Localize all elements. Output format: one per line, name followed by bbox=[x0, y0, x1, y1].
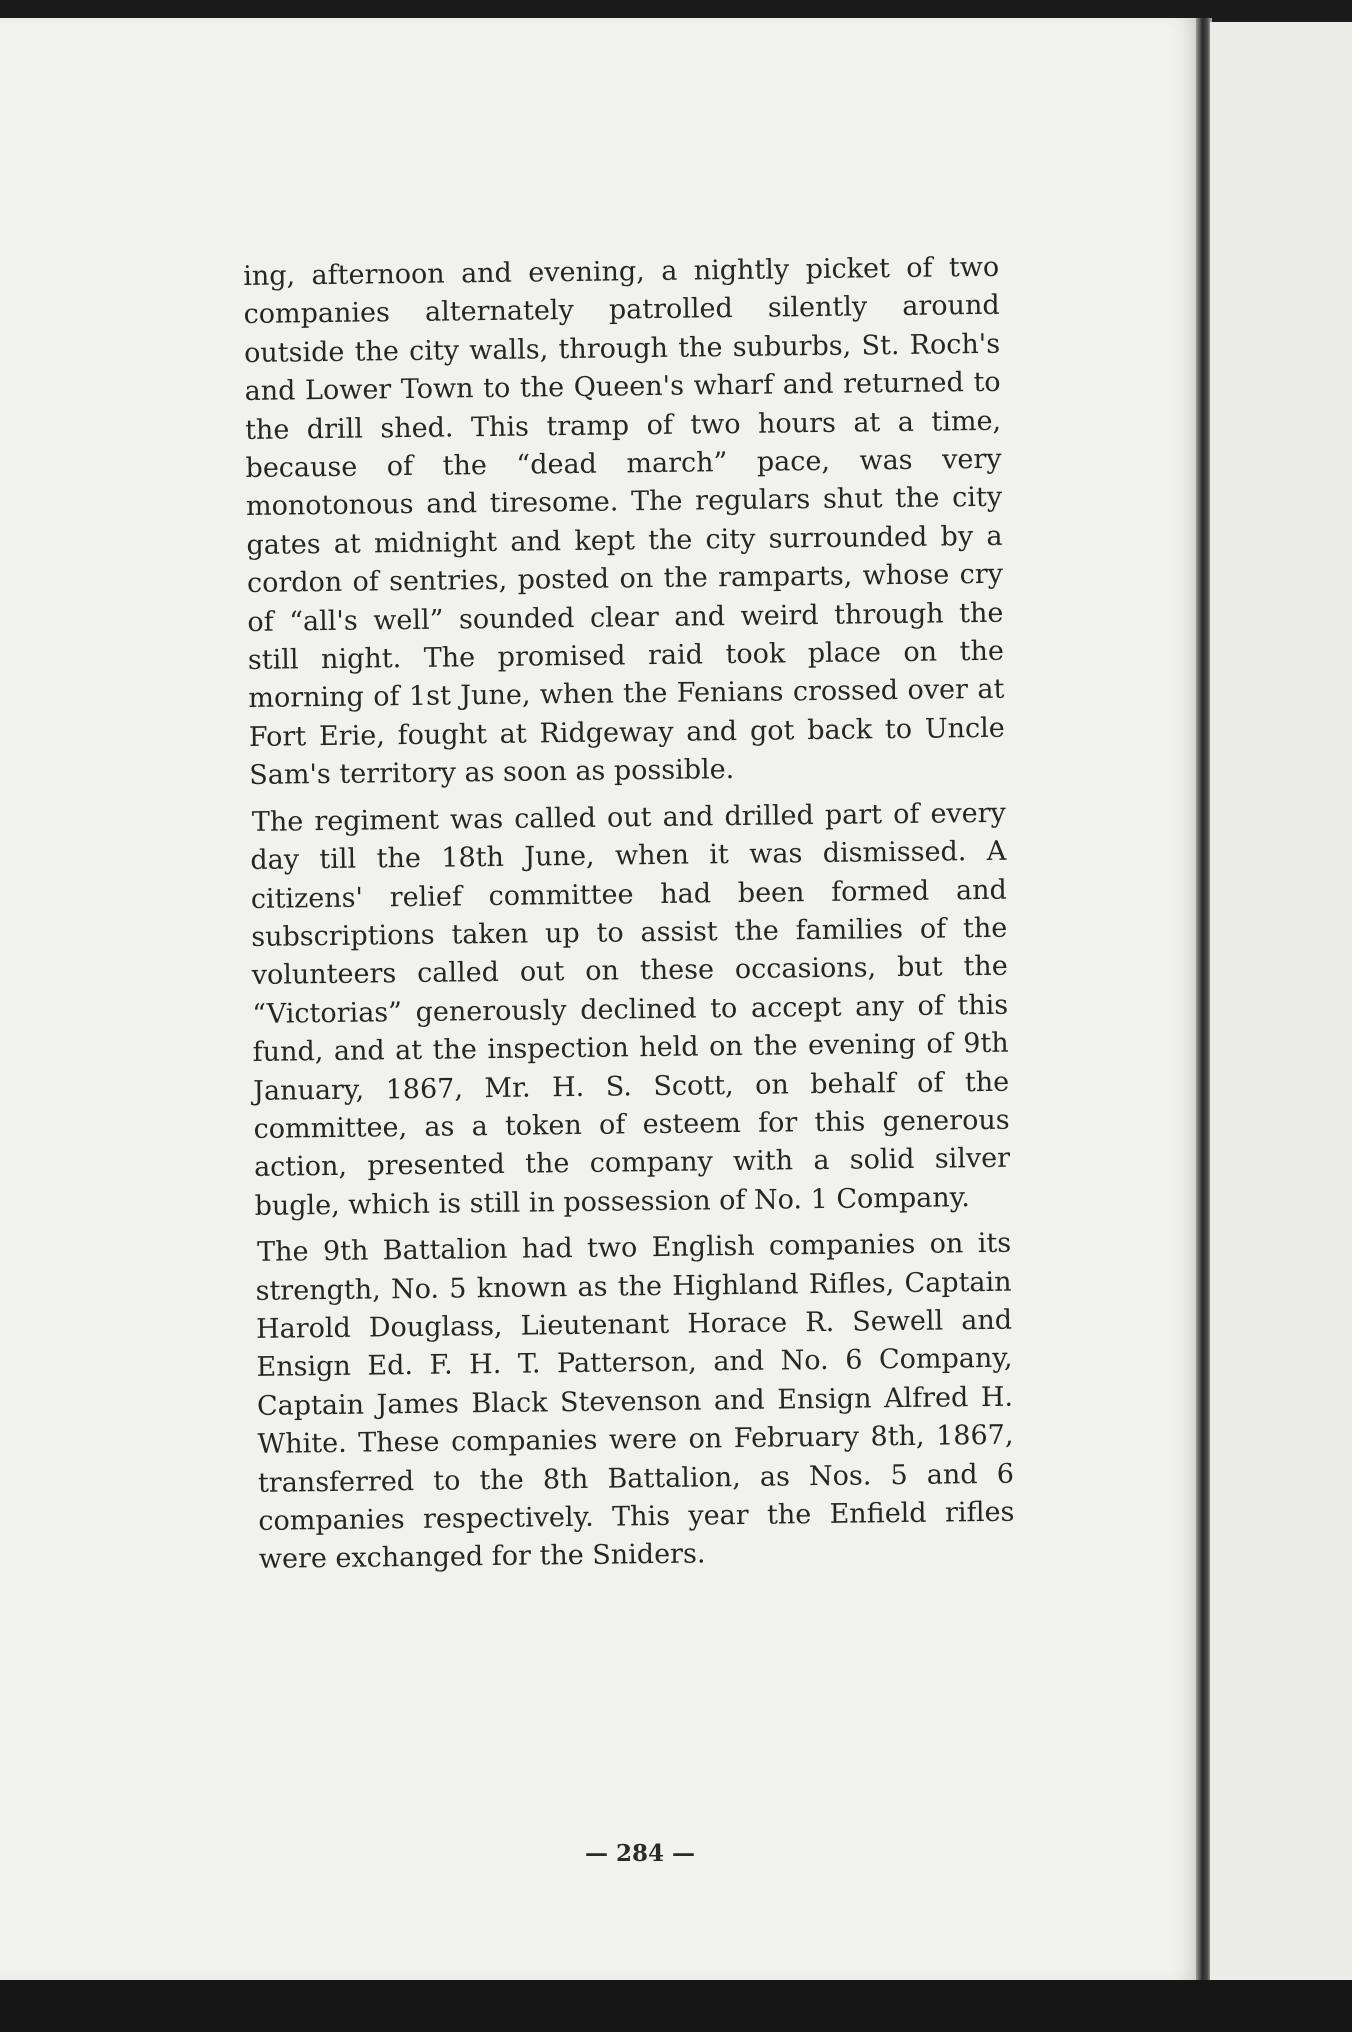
page-number: — 284 — bbox=[584, 1840, 696, 1867]
adjacent-page bbox=[1210, 22, 1352, 1980]
body-text bbox=[243, 249, 1015, 1580]
scanner-edge-bottom bbox=[0, 1980, 1352, 2032]
paragraph-2: The regiment was called out and drilled part of every day till the 18th June, when it was dismissed. A citizens' relief committee had been formed and subscriptions taken up to assist the families of the volunteers called out on these occasions, but the “Victorias” generously declined to accept any of this fund, and at the inspection held on the evening of 9th January, 1867, Mr. H. S. Scott, on behalf of the committee, as a token of esteem for this generous action, presented the company with a solid silver bugle, which is still in possession of No. 1 Company. bbox=[250, 797, 1011, 1222]
paragraph-1: ing, afternoon and evening, a nightly picket of two companies alternately patrolled silently around outside the city walls, through the suburbs, St. Roch's and Lower Town to the Queen's wharf and returned to the drill shed. This tramp of two hours at a time, because of the “dead march” pace, was very monotonous and tiresome. The regulars shut the city gates at midnight and kept the city surrounded by a cordon of sentries, posted on the ramparts, whose cry of “all's well” sounded clear and weird through the still night. The promised raid took place on the morning of 1st June, when the Fenians crossed over at Fort Erie, fought at Ridgeway and got back to Uncle Sam's territory as soon as possible. bbox=[243, 251, 1005, 792]
scanner-edge-top bbox=[0, 0, 1352, 20]
paragraph-3: The 9th Battalion had two English companies on its strength, No. 5 known as the Highland Rifles, Captain Harold Douglass, Lieutenant Horace R. Sewell and Ensign Ed. F. H. T. Patterson, and No. 6 Company, Captain James Black Stevenson and Ensign Alfred H. White. These companies were on February 8th, 1867, transferred to the 8th Battalion, as Nos. 5 and 6 companies respectively. This year the Enfield rifles were exchanged for the Sniders. bbox=[255, 1227, 1015, 1576]
